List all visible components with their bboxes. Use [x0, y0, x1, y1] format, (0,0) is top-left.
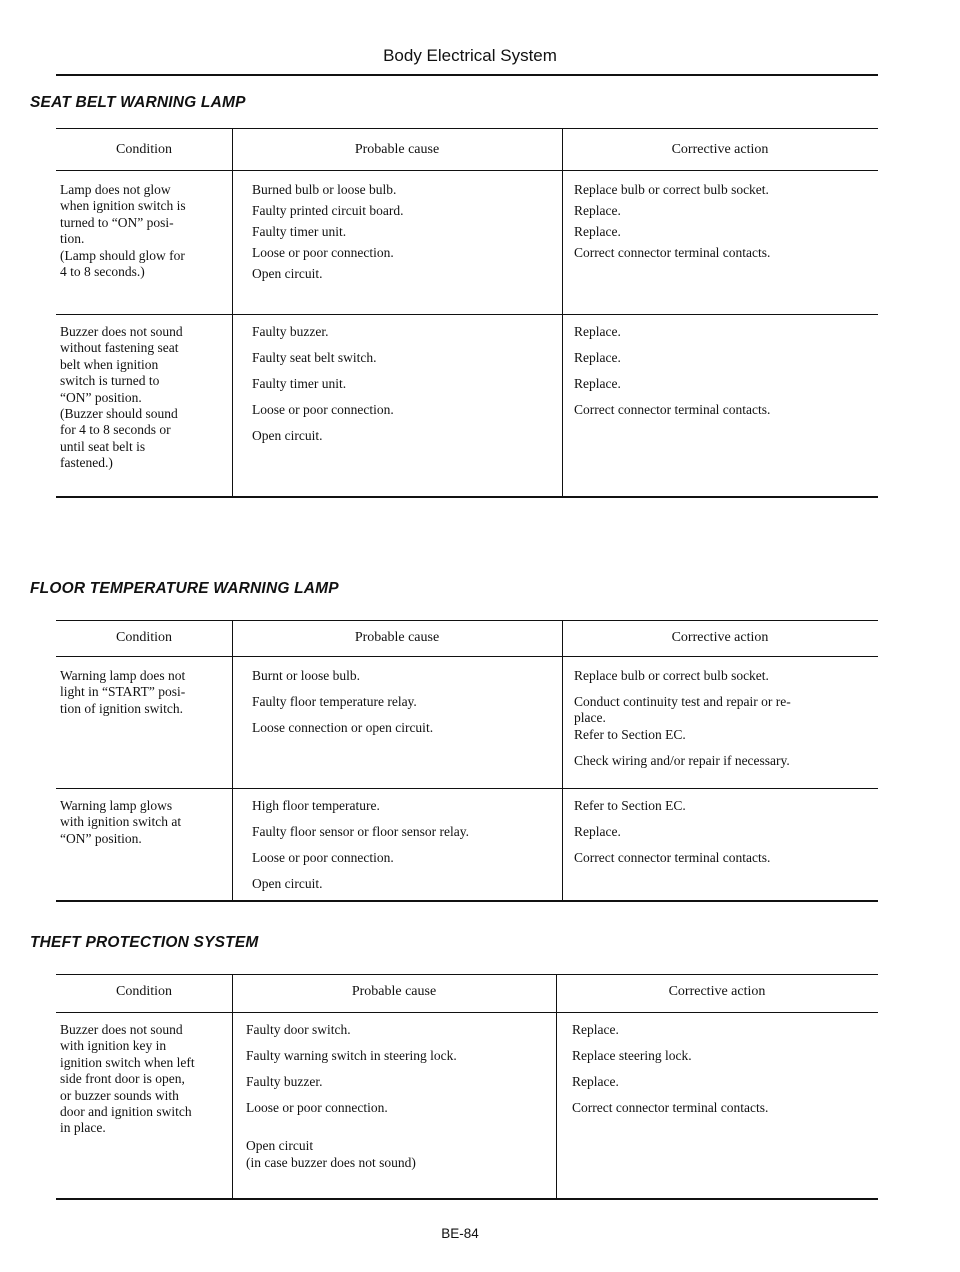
corrective-action-item: Correct connector terminal contacts. — [574, 402, 771, 417]
condition-cell: Buzzer does not sound without fastening seat belt when ignition switch is turned to “ON” position. (Buzzer should sound for 4 to 8 seconds or until seat belt is fastened.) — [60, 324, 183, 471]
header-condition: Condition — [115, 984, 172, 999]
probable-cause-item: Loose or poor connection. — [246, 1100, 388, 1115]
probable-cause-item: Open circuit (in case buzzer does not sound) — [246, 1138, 416, 1170]
probable-cause-item: Loose or poor connection. — [252, 402, 394, 417]
probable-cause-item: Burned bulb or loose bulb. — [252, 182, 397, 197]
condition-cell: Buzzer does not sound with ignition key in ignition switch when left side front door is open, or buzzer sounds with door and ignition switch in place. — [60, 1022, 195, 1136]
corrective-action-item: Replace. — [574, 224, 621, 239]
table-top-rule — [56, 128, 878, 129]
row-rule — [56, 314, 878, 315]
probable-cause-list — [252, 182, 552, 282]
section-title-seat-belt: SEAT BELT WARNING LAMP — [30, 94, 246, 111]
page-number: BE-84 — [441, 1226, 479, 1241]
table-bottom-rule — [56, 1198, 878, 1200]
corrective-action-item: Replace. — [572, 1074, 619, 1089]
table-top-rule — [56, 620, 878, 621]
table-top-rule — [56, 974, 878, 975]
header-condition: Condition — [115, 630, 172, 645]
probable-cause-item: High floor temperature. — [252, 798, 380, 813]
probable-cause-item: Faulty timer unit. — [252, 376, 347, 391]
corrective-action-item: Replace steering lock. — [572, 1048, 692, 1063]
condition-cell: Warning lamp does not light in “START” posi- tion of ignition switch. — [60, 668, 186, 716]
corrective-action-item: Replace. — [574, 203, 621, 218]
probable-cause-list — [252, 324, 552, 444]
probable-cause-item: Faulty floor sensor or floor sensor relay. — [252, 824, 469, 839]
corrective-action-list — [574, 668, 874, 769]
corrective-action-list — [572, 1022, 872, 1116]
section-title-floor-temperature: FLOOR TEMPERATURE WARNING LAMP — [30, 580, 339, 597]
corrective-action-item: Correct connector terminal contacts. — [574, 850, 771, 865]
probable-cause-list — [252, 668, 552, 736]
header-rule — [56, 74, 878, 76]
corrective-action-item: Replace. — [574, 824, 621, 839]
corrective-action-item: Correct connector terminal contacts. — [574, 245, 771, 260]
probable-cause-item: Faulty floor temperature relay. — [252, 694, 417, 709]
corrective-action-list — [574, 324, 874, 418]
probable-cause-item: Open circuit. — [252, 266, 323, 281]
header-corrective-action: Corrective action — [671, 630, 769, 645]
probable-cause-list — [246, 1022, 546, 1171]
header-probable-cause: Probable cause — [354, 630, 440, 645]
probable-cause-item: Faulty timer unit. — [252, 224, 347, 239]
corrective-action-item: Refer to Section EC. — [574, 798, 686, 813]
probable-cause-item: Loose or poor connection. — [252, 850, 394, 865]
row-rule — [56, 788, 878, 789]
corrective-action-item: Replace bulb or correct bulb socket. — [574, 182, 769, 197]
table-seat-belt — [56, 128, 878, 498]
corrective-action-item: Correct connector terminal contacts. — [572, 1100, 769, 1115]
page-header-title: Body Electrical System — [383, 46, 557, 65]
corrective-action-item: Replace bulb or correct bulb socket. — [574, 668, 769, 683]
probable-cause-item: Faulty buzzer. — [246, 1074, 323, 1089]
condition-cell: Lamp does not glow when ignition switch is turned to “ON” posi- tion. (Lamp should glow for 4 to 8 seconds.) — [60, 182, 186, 280]
probable-cause-item: Loose or poor connection. — [252, 245, 394, 260]
table-floor-temperature — [56, 620, 878, 902]
header-corrective-action: Corrective action — [671, 142, 769, 157]
corrective-action-item: Replace. — [574, 376, 621, 391]
probable-cause-item: Faulty buzzer. — [252, 324, 329, 339]
corrective-action-item: Replace. — [574, 324, 621, 339]
corrective-action-item: Replace. — [574, 350, 621, 365]
probable-cause-list — [252, 798, 552, 892]
corrective-action-item: Check wiring and/or repair if necessary. — [574, 752, 790, 768]
table-theft-protection — [56, 974, 878, 1200]
table-row — [56, 656, 878, 788]
probable-cause-item: Burnt or loose bulb. — [252, 668, 360, 683]
probable-cause-item: Faulty printed circuit board. — [252, 203, 404, 218]
table-row — [56, 788, 878, 902]
probable-cause-item: Faulty seat belt switch. — [252, 350, 377, 365]
probable-cause-item: Open circuit. — [252, 428, 323, 443]
probable-cause-item: Open circuit. — [252, 876, 323, 891]
condition-cell: Warning lamp glows with ignition switch at “ON” position. — [60, 798, 182, 846]
corrective-action-item: Replace. — [572, 1022, 619, 1037]
corrective-action-item: Conduct continuity test and repair or re- place. Refer to Section EC. — [574, 694, 791, 742]
header-probable-cause: Probable cause — [351, 984, 437, 999]
probable-cause-item: Faulty warning switch in steering lock. — [246, 1048, 457, 1063]
header-probable-cause: Probable cause — [354, 142, 440, 157]
table-row — [56, 1012, 878, 1200]
table-bottom-rule — [56, 496, 878, 498]
corrective-action-list — [574, 182, 874, 261]
corrective-action-list — [574, 798, 874, 866]
header-corrective-action: Corrective action — [668, 984, 766, 999]
probable-cause-item: Faulty door switch. — [246, 1022, 351, 1037]
probable-cause-item: Loose connection or open circuit. — [252, 720, 434, 735]
table-bottom-rule — [56, 900, 878, 902]
table-row — [56, 170, 878, 314]
table-row — [56, 314, 878, 498]
section-title-theft-protection: THEFT PROTECTION SYSTEM — [30, 934, 259, 951]
header-condition: Condition — [115, 142, 172, 157]
